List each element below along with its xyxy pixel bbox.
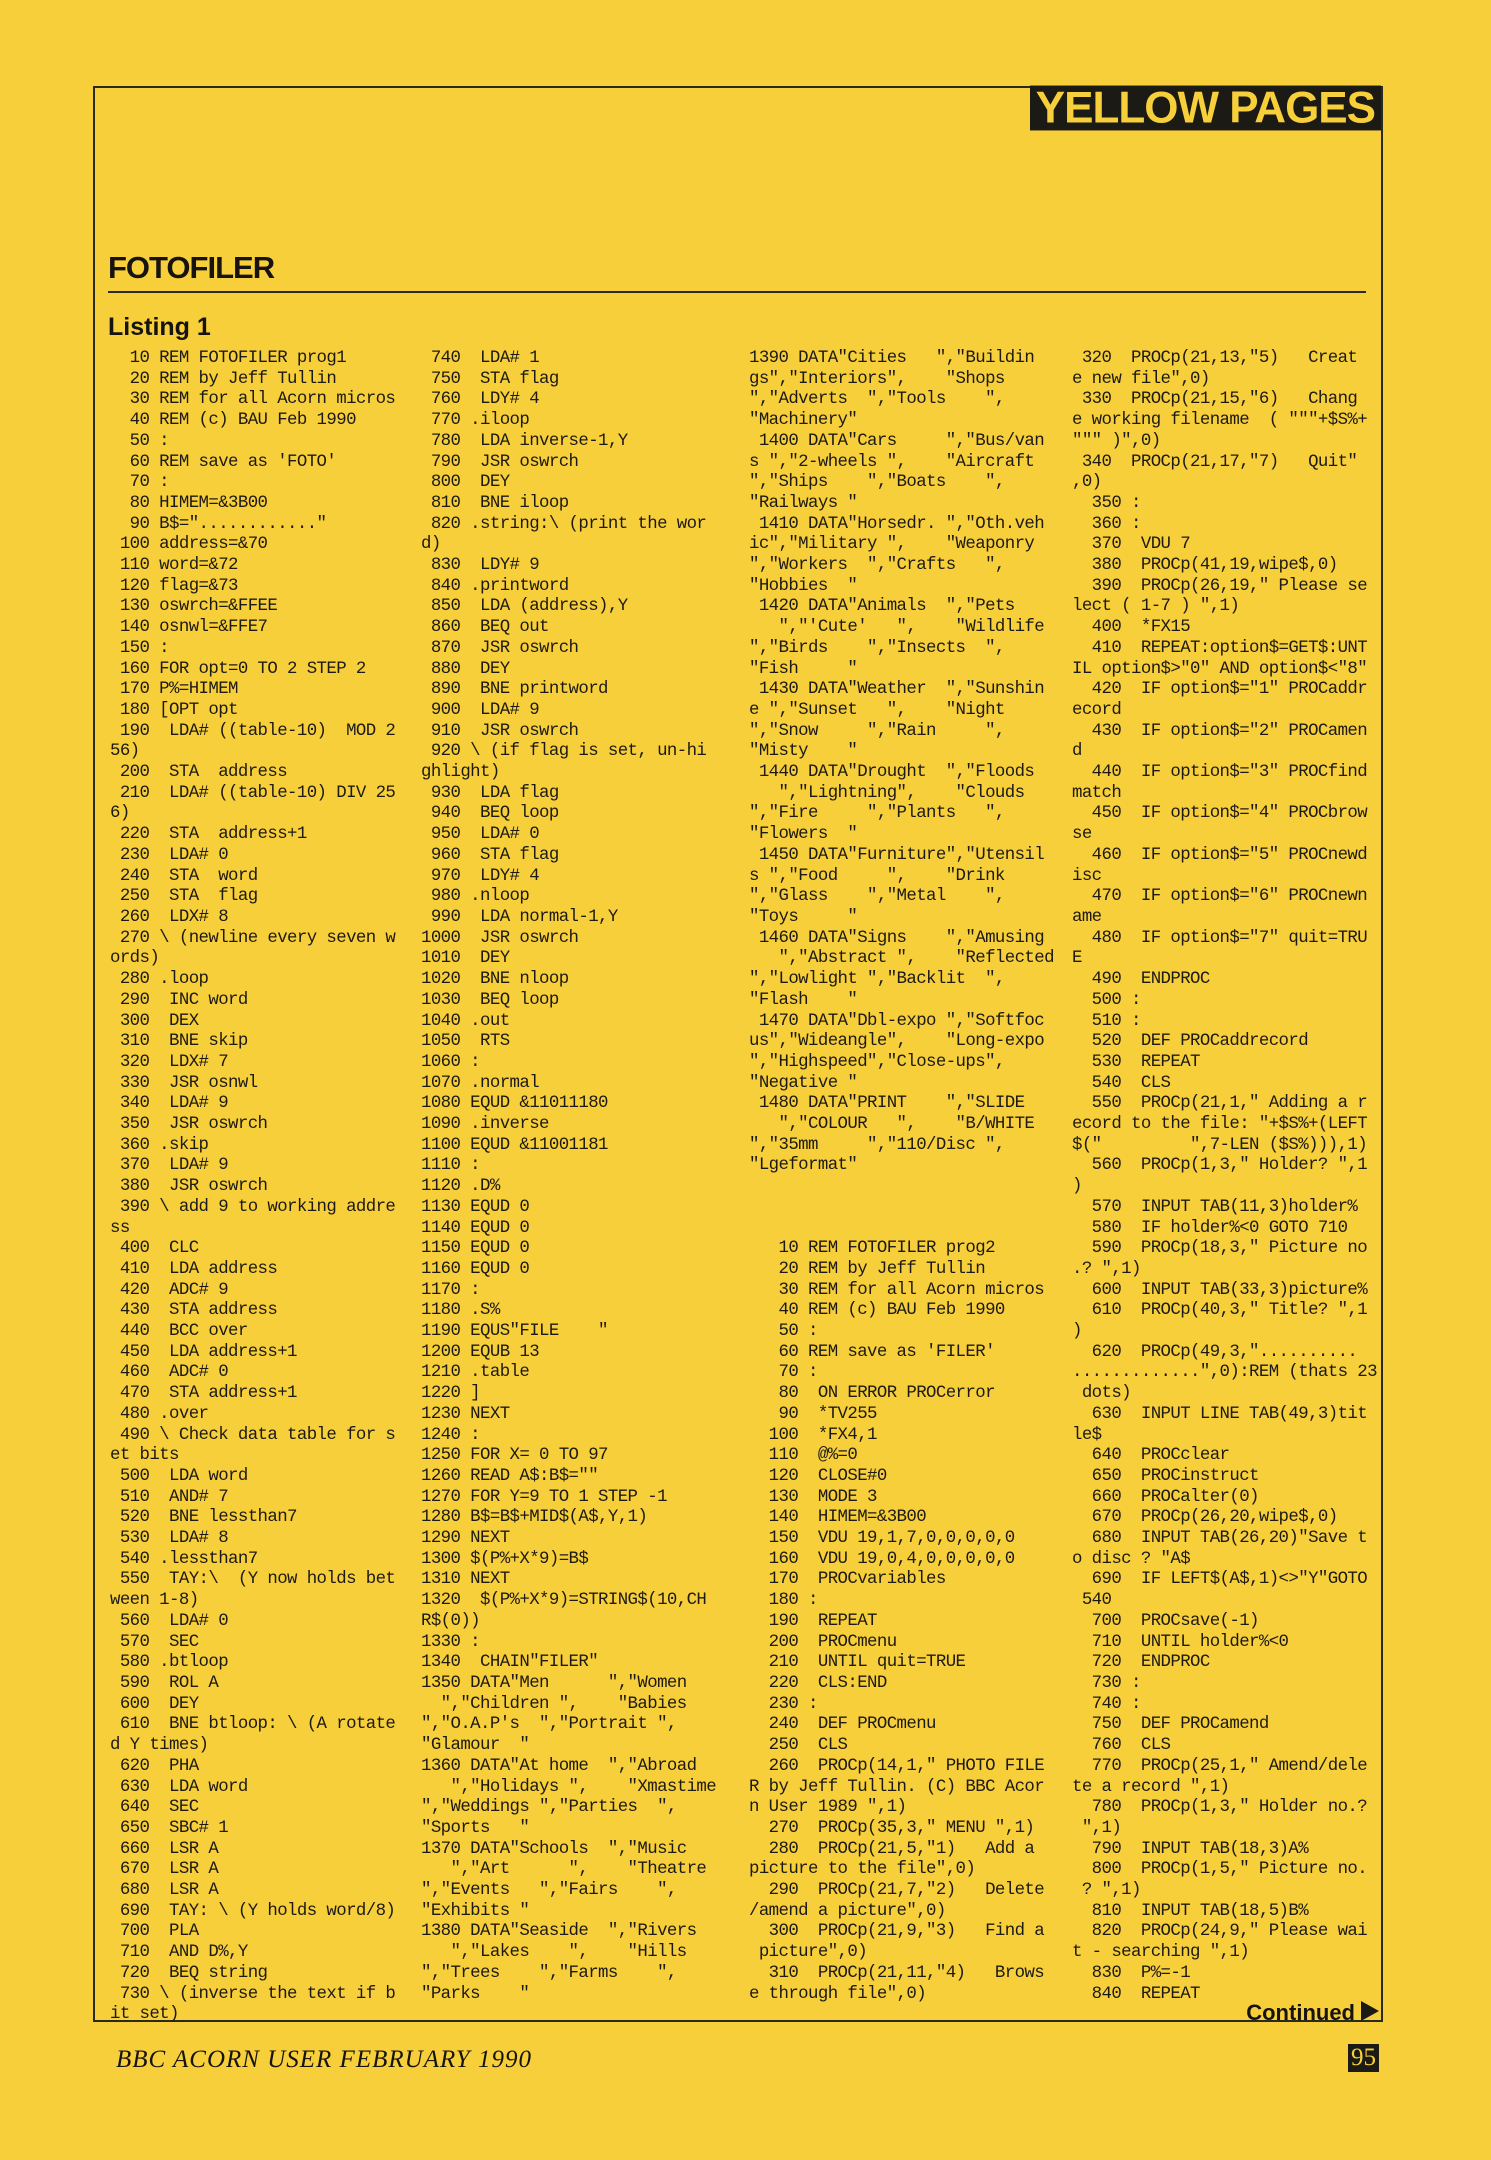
- code-column-2: 740 LDA# 1 750 STA flag 760 LDY# 4 770 .iloop 780 LDA inverse-1,Y 790 JSR oswrch 800 DEY 810 BNE iloop 820 .string:\ (print the wor d) 830 LDY# 9 840 .printword 850 LDA (address),Y 860 BEQ out 870 JSR oswrch 880 DEY 890 BNE printword 900 LDA# 9 910 JSR oswrch 920 \ (if flag is set, un-hi ghlight) 930 LDA flag 940 BEQ loop 950 LDA# 0 960 STA flag 970 LDY# 4 980 .nloop 990 LDA normal-1,Y 1000 JSR oswrch 1010 DEY 1020 BNE nloop 1030 BEQ loop 1040 .out 1050 RTS 1060 : 1070 .normal 1080 EQUD &11011180 1090 .inverse 1100 EQUD &11001181 1110 : 1120 .D% 1130 EQUD 0 1140 EQUD 0 1150 EQUD 0 1160 EQUD 0 1170 : 1180 .S% 1190 EQUS"FILE " 1200 EQUB 13 1210 .table 1220 ] 1230 NEXT 1240 : 1250 FOR X= 0 TO 97 1260 READ A$:B$="" 1270 FOR Y=9 TO 1 STEP -1 1280 B$=B$+MID$(A$,Y,1) 1290 NEXT 1300 $(P%+X*9)=B$ 1310 NEXT 1320 $(P%+X*9)=STRING$(10,CH R$(0)) 1330 : 1340 CHAIN"FILER" 1350 DATA"Men ","Women ","Children ", "Babies ","O.A.P's ","Portrait ", "Glamour " 1360 DATA"At home ","Abroad ","Holidays ", "Xmastime ","Weddings ","Parties ", "Sports " 1370 DATA"Schools ","Music ","Art ", "Theatre ","Events ","Fairs ", "Exhibits " 1380 DATA"Seaside ","Rivers ","Lakes ", "Hills ","Trees ","Farms ", "Parks ": [421, 349, 717, 2004]
- code-column-3: 1390 DATA"Cities ","Buildin gs","Interiors", "Shops ","Adverts ","Tools ", "Machinery" 1400 DATA"Cars ","Bus/van s ","2-wheels ", "Aircraft ","Ships ","Boats ", "Railways " 1410 DATA"Horsedr. ","Oth.veh ic","Military ", "Weaponry ","Workers ","Crafts ", "Hobbies " 1420 DATA"Animals ","Pets ","'Cute' ", "Wildlife ","Birds ","Insects ", "Fish " 1430 DATA"Weather ","Sunshin e ","Sunset ", "Night ","Snow ","Rain ", "Misty " 1440 DATA"Drought ","Floods ","Lightning", "Clouds ","Fire ","Plants ", "Flowers " 1450 DATA"Furniture","Utensil s ","Food ", "Drink ","Glass ","Metal ", "Toys " 1460 DATA"Signs ","Amusing ","Abstract ", "Reflected ","Lowlight ","Backlit ", "Flash " 1470 DATA"Dbl-expo ","Softfoc us","Wideangle", "Long-expo ","Highspeed","Close-ups", "Negative " 1480 DATA"PRINT ","SLIDE ","COLOUR ", "B/WHITE ","35mm ","110/Disc ", "Lgeformat" 10 REM FOTOFILER prog2 20 REM by Jeff Tullin 30 REM for all Acorn micros 40 REM (c) BAU Feb 1990 50 : 60 REM save as 'FILER' 70 : 80 ON ERROR PROCerror 90 *TV255 100 *FX4,1 110 @%=0 120 CLOSE#0 130 MODE 3 140 HIMEM=&3B00 150 VDU 19,1,7,0,0,0,0,0 160 VDU 19,0,4,0,0,0,0,0 170 PROCvariables 180 : 190 REPEAT 200 PROCmenu 210 UNTIL quit=TRUE 220 CLS:END 230 : 240 DEF PROCmenu 250 CLS 260 PROCp(14,1," PHOTO FILE R by Jeff Tullin. (C) BBC Acor n User 1989 ",1) 270 PROCp(35,3," MENU ",1) 280 PROCp(21,5,"1) Add a picture to the file",0) 290 PROCp(21,7,"2) Delete /amend a picture",0) 300 PROCp(21,9,"3) Find a picture",0) 310 PROCp(21,11,"4) Brows e through file",0): [749, 349, 1054, 2004]
- title-divider: [108, 291, 1366, 293]
- footer-magazine-issue: BBC ACORN USER FEBRUARY 1990: [116, 2046, 532, 2073]
- section-banner: YELLOW PAGES: [1030, 86, 1381, 131]
- continued-label: [1246, 2000, 1379, 2026]
- listing-heading: Listing 1: [108, 313, 211, 341]
- code-column-1: 10 REM FOTOFILER prog1 20 REM by Jeff Tullin 30 REM for all Acorn micros 40 REM (c) BAU Feb 1990 50 : 60 REM save as 'FOTO' 70 : 80 HIMEM=&3B00 90 B$="............" 100 address=&70 110 word=&72 120 flag=&73 130 oswrch=&FFEE 140 osnwl=&FFE7 150 : 160 FOR opt=0 TO 2 STEP 2 170 P%=HIMEM 180 [OPT opt 190 LDA# ((table-10) MOD 2 56) 200 STA address 210 LDA# ((table-10) DIV 25 6) 220 STA address+1 230 LDA# 0 240 STA word 250 STA flag 260 LDX# 8 270 \ (newline every seven w ords) 280 .loop 290 INC word 300 DEX 310 BNE skip 320 LDX# 7 330 JSR osnwl 340 LDA# 9 350 JSR oswrch 360 .skip 370 LDA# 9 380 JSR oswrch 390 \ add 9 to working addre ss 400 CLC 410 LDA address 420 ADC# 9 430 STA address 440 BCC over 450 LDA address+1 460 ADC# 0 470 STA address+1 480 .over 490 \ Check data table for s et bits 500 LDA word 510 AND# 7 520 BNE lessthan7 530 LDA# 8 540 .lessthan7 550 TAY:\ (Y now holds bet ween 1-8) 560 LDA# 0 570 SEC 580 .btloop 590 ROL A 600 DEY 610 BNE btloop: \ (A rotate d Y times) 620 PHA 630 LDA word 640 SEC 650 SBC# 1 660 LSR A 670 LSR A 680 LSR A 690 TAY: \ (Y holds word/8) 700 PLA 710 AND D%,Y 720 BEQ string 730 \ (inverse the text if b it set): [110, 349, 396, 2025]
- page-number: 95: [1348, 2044, 1379, 2072]
- article-title: FOTOFILER: [108, 250, 275, 285]
- code-column-4: 320 PROCp(21,13,"5) Creat e new file",0) 330 PROCp(21,15,"6) Chang e working filename ( """+$S%+ """ )",0) 340 PROCp(21,17,"7) Quit" ,0) 350 : 360 : 370 VDU 7 380 PROCp(41,19,wipe$,0) 390 PROCp(26,19," Please se lect ( 1-7 ) ",1) 400 *FX15 410 REPEAT:option$=GET$:UNT IL option$>"0" AND option$<"8" 420 IF option$="1" PROCaddr ecord 430 IF option$="2" PROCamen d 440 IF option$="3" PROCfind match 450 IF option$="4" PROCbrow se 460 IF option$="5" PROCnewd isc 470 IF option$="6" PROCnewn ame 480 IF option$="7" quit=TRU E 490 ENDPROC 500 : 510 : 520 DEF PROCaddrecord 530 REPEAT 540 CLS 550 PROCp(21,1," Adding a r ecord to the file: "+$S%+(LEFT $(" ",7-LEN ($S%))),1) 560 PROCp(1,3," Holder? ",1 ) 570 INPUT TAB(11,3)holder% 580 IF holder%<0 GOTO 710 590 PROCp(18,3," Picture no .? ",1) 600 INPUT TAB(33,3)picture% 610 PROCp(40,3," Title? ",1 ) 620 PROCp(49,3,".......... .............",0):REM (thats 23 dots) 630 INPUT LINE TAB(49,3)tit le$ 640 PROCclear 650 PROCinstruct 660 PROCalter(0) 670 PROCp(26,20,wipe$,0) 680 INPUT TAB(26,20)"Save t o disc ? "A$ 690 IF LEFT$(A$,1)<>"Y"GOTO 540 700 PROCsave(-1) 710 UNTIL holder%<0 720 ENDPROC 730 : 740 : 750 DEF PROCamend 760 CLS 770 PROCp(25,1," Amend/dele te a record ",1) 780 PROCp(1,3," Holder no.? ",1) 790 INPUT TAB(18,3)A% 800 PROCp(1,5," Picture no. ? ",1) 810 INPUT TAB(18,5)B% 820 PROCp(24,9," Please wai t - searching ",1) 830 P%=-1 840 REPEAT: [1072, 349, 1377, 2004]
- continued-text: Continued: [1246, 2000, 1355, 2025]
- arrow-right-icon: [1361, 2001, 1379, 2021]
